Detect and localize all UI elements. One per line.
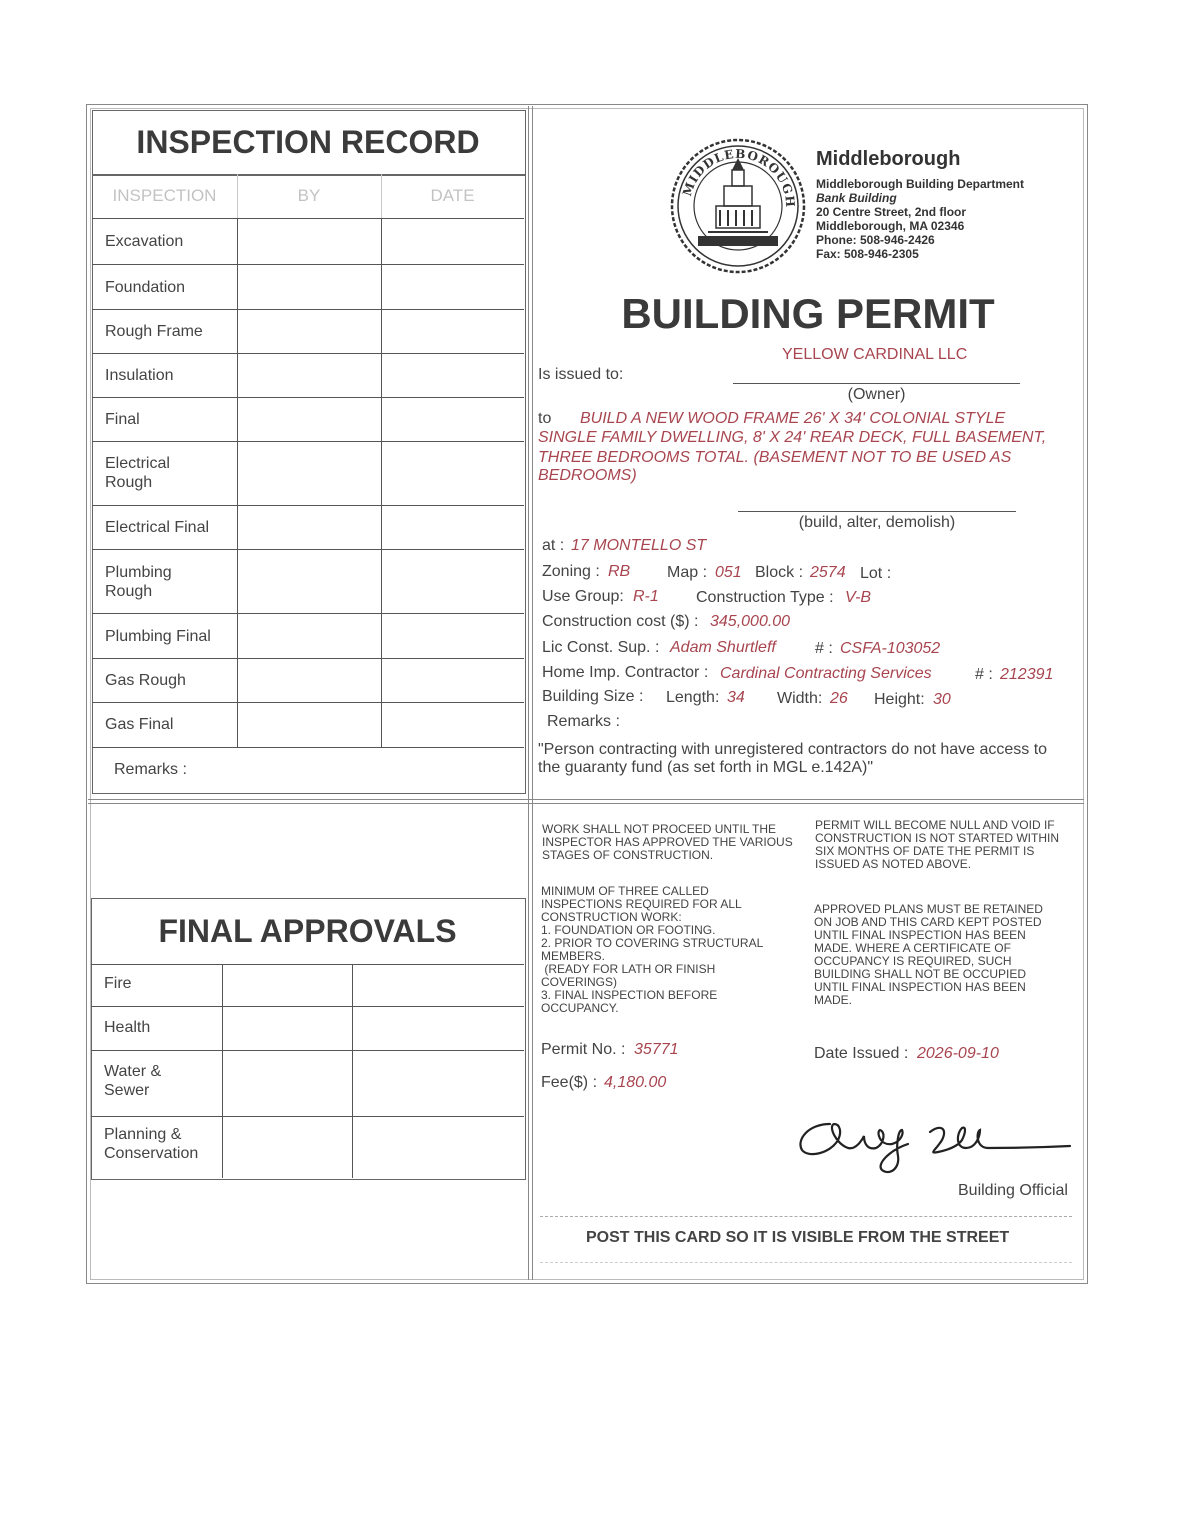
block-value: 2574: [810, 564, 846, 581]
notice-line: CONSTRUCTION WORK:: [541, 910, 682, 924]
approval-row-label: Planning &: [104, 1126, 182, 1143]
map-value: 051: [715, 564, 742, 581]
length-label: Length:: [666, 689, 720, 706]
building-size-label: Building Size :: [542, 688, 644, 705]
license-number-value: CSFA-103052: [840, 640, 941, 657]
svg-text:MIDDLEBOROUGH: MIDDLEBOROUGH: [679, 146, 798, 209]
fax-number: Fax: 508-946-2305: [816, 247, 919, 261]
height-label: Height:: [874, 691, 925, 708]
inspection-row-label: Foundation: [105, 279, 186, 296]
guaranty-notice-line1: "Person contracting with unregistered contractors do not have access to: [538, 741, 1048, 758]
column-header-inspection: INSPECTION: [112, 186, 217, 205]
height-value: 30: [933, 691, 951, 708]
home-improvement-value: Cardinal Contracting Services: [720, 665, 932, 682]
issued-to-label: Is issued to:: [538, 366, 624, 383]
notice-line: 2. PRIOR TO COVERING STRUCTURAL: [541, 936, 764, 950]
inspection-row-label-line2: Rough: [105, 474, 153, 491]
column-header-date: DATE: [430, 186, 475, 205]
permit-number-label: Permit No. :: [541, 1041, 626, 1058]
post-card-notice: POST THIS CARD SO IT IS VISIBLE FROM THE STREET: [586, 1229, 1010, 1246]
town-seal-icon: [668, 136, 808, 276]
width-label: Width:: [777, 690, 823, 707]
notice-line: COVERINGS): [541, 975, 618, 989]
inspection-row-label: Plumbing Final: [105, 628, 211, 645]
zoning-label: Zoning :: [542, 563, 600, 580]
cost-label: Construction cost ($) :: [542, 613, 699, 630]
date-issued-value: 2026-09-10: [917, 1045, 999, 1062]
license-holder-value: Adam Shurtleff: [670, 639, 776, 656]
inspection-title: INSPECTION RECORD: [136, 124, 480, 160]
inspection-row-label: Excavation: [105, 233, 184, 250]
approval-row-label: Water &: [104, 1063, 162, 1080]
use-group-value: R-1: [633, 588, 659, 605]
work-caption: (build, alter, demolish): [798, 514, 956, 531]
notice-null-and-void: PERMIT WILL BECOME NULL AND VOID IF CONSTRUCTION IS NOT STARTED WITHIN SIX MONTHS OF DATE THE PERMIT IS ISSUED AS NOTED ABOVE.: [815, 818, 1060, 871]
fee-value: 4,180.00: [604, 1074, 667, 1091]
approval-row-label-line2: Sewer: [104, 1082, 150, 1099]
construction-type-value: V-B: [845, 589, 872, 606]
permit-remarks-label: Remarks :: [547, 713, 620, 730]
home-improvement-number-label: # :: [975, 666, 993, 683]
license-number-label: # :: [815, 640, 833, 657]
notice-line: 1. FOUNDATION OR FOOTING.: [541, 923, 716, 937]
inspection-row-label-line2: Rough: [105, 583, 153, 600]
license-label: Lic Const. Sup. :: [542, 639, 660, 656]
width-value: 26: [830, 690, 848, 707]
date-issued-label: Date Issued :: [814, 1045, 909, 1062]
approval-row-label: Fire: [104, 975, 132, 992]
notice-line: (READY FOR LATH OR FINISH: [541, 962, 716, 976]
inspection-remarks-label: Remarks :: [114, 761, 187, 778]
notice-line: MINIMUM OF THREE CALLED: [541, 884, 709, 898]
owner-value: YELLOW CARDINAL LLC: [782, 346, 968, 363]
home-improvement-label: Home Imp. Contractor :: [542, 664, 709, 681]
column-header-by: BY: [297, 186, 321, 205]
phone-number: Phone: 508-946-2426: [816, 233, 935, 247]
building-official-label: Building Official: [958, 1182, 1068, 1199]
inspection-row-label: Gas Final: [105, 716, 174, 733]
inspection-row-label: Rough Frame: [105, 323, 203, 340]
address-value: 17 MONTELLO ST: [571, 537, 707, 554]
notice-line: INSPECTIONS REQUIRED FOR ALL: [541, 897, 742, 911]
town-name: Middleborough: [816, 148, 961, 170]
block-label: Block :: [755, 564, 804, 581]
notice-line: OCCUPANCY.: [541, 1001, 619, 1015]
work-description-line1: BUILD A NEW WOOD FRAME 26' X 34' COLONIAL STYLE: [580, 410, 1006, 427]
length-value: 34: [727, 689, 745, 706]
inspection-row-label: Electrical Final: [105, 519, 210, 536]
map-label: Map :: [667, 564, 708, 581]
construction-type-label: Construction Type :: [696, 589, 834, 606]
owner-caption: (Owner): [847, 386, 906, 403]
city-address: Middleborough, MA 02346: [816, 219, 965, 233]
notice-line: MEMBERS.: [541, 949, 606, 963]
approval-row-label-line2: Conservation: [104, 1145, 199, 1162]
fee-label: Fee($) :: [541, 1074, 598, 1091]
permit-title: BUILDING PERMIT: [621, 290, 995, 337]
street-address: 20 Centre Street, 2nd floor: [816, 205, 967, 219]
inspection-table: [92, 174, 526, 794]
approval-row-label: Health: [104, 1019, 151, 1036]
handwritten-signature-icon: [790, 1110, 1080, 1180]
inspection-row-label: Plumbing: [105, 564, 172, 581]
inspection-row-label: Final: [105, 411, 140, 428]
work-description-line3: THREE BEDROOMS TOTAL. (BASEMENT NOT TO BE USED AS: [538, 449, 1012, 466]
notice-line: 3. FINAL INSPECTION BEFORE: [541, 988, 718, 1002]
zoning-value: RB: [608, 563, 631, 580]
lot-label: Lot :: [860, 565, 892, 582]
inspection-row-label: Insulation: [105, 367, 174, 384]
work-description-line4: BEDROOMS): [538, 467, 637, 484]
inspection-row-label: Electrical: [105, 455, 170, 472]
to-label: to: [538, 410, 552, 427]
guaranty-notice-line2: the guaranty fund (as set forth in MGL e.142A)": [538, 759, 874, 776]
final-approvals-title: FINAL APPROVALS: [158, 913, 457, 949]
use-group-label: Use Group:: [542, 588, 624, 605]
at-label: at :: [542, 537, 565, 554]
department-name: Middleborough Building Department: [816, 177, 1024, 191]
permit-number-value: 35771: [634, 1041, 679, 1058]
building-name: Bank Building: [816, 191, 897, 205]
notice-work-proceed: WORK SHALL NOT PROCEED UNTIL THE INSPECTOR HAS APPROVED THE VARIOUS STAGES OF CONSTRUCTION.: [542, 822, 793, 862]
notice-approved-plans: APPROVED PLANS MUST BE RETAINED ON JOB AND THIS CARD KEPT POSTED UNTIL FINAL INSPECTION HAS BEEN MADE. WHERE A CERTIFICATE OF OCCUPANCY IS REQUIRED, SUCH BUILDING SHALL NOT BE OCCUPIED UNTIL FINAL INSPECTION HAS BEEN MADE.: [814, 902, 1043, 1007]
home-improvement-number-value: 212391: [1000, 666, 1054, 683]
cost-value: 345,000.00: [710, 613, 791, 630]
inspection-row-label: Gas Rough: [105, 672, 186, 689]
work-description-line2: SINGLE FAMILY DWELLING, 8' X 24' REAR DECK, FULL BASEMENT,: [538, 429, 1047, 446]
notice-inspections-required: [541, 885, 786, 1015]
